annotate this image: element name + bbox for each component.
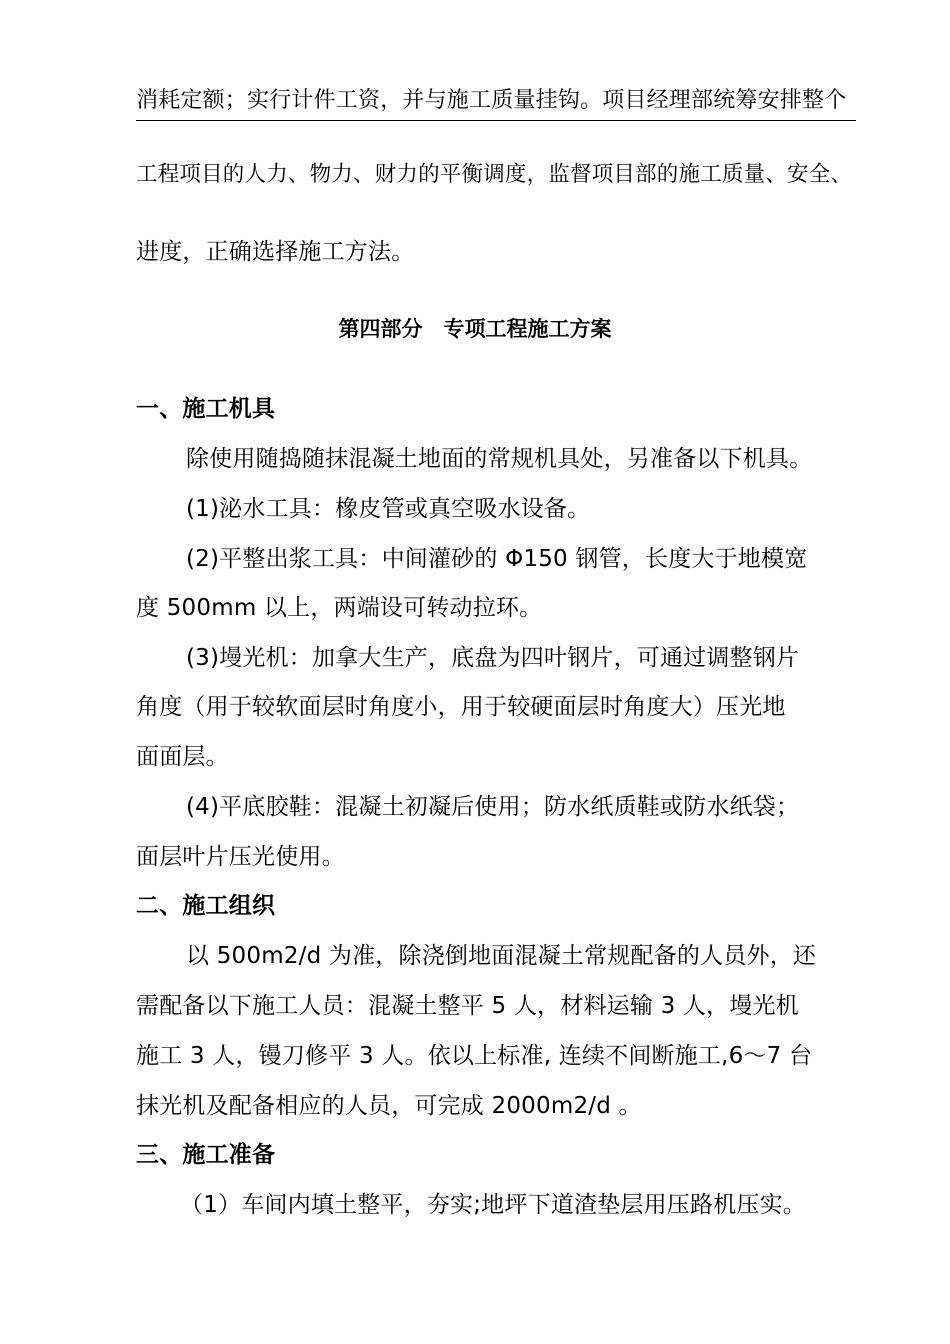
intro-line-1: 消耗定额；实行计件工资，并与施工质量挂钩。项目经理部统筹安排整个: [136, 88, 847, 113]
intro-line-3: 进度，正确选择施工方法。: [136, 239, 415, 265]
section-2-line-2: 需配备以下施工人员：混凝土整平 5 人，材料运输 3 人，墁光机: [136, 993, 799, 1019]
section-3-line-1: （1）车间内填土整平，夯实;地坪下道渣垫层用压路机压实。: [180, 1192, 806, 1218]
section-heading-3: 三、施工准备: [136, 1142, 276, 1168]
section-heading-1: 一、施工机具: [136, 396, 276, 422]
section-1-line-1: 除使用随捣随抹混凝土地面的常规机具处，另准备以下机具。: [186, 446, 813, 472]
section-2-line-1: 以 500m2/d 为准，除浇倒地面混凝土常规配备的人员外，还: [186, 943, 817, 969]
section-1-line-7: 面面层。: [136, 744, 229, 770]
section-1-line-6: 角度（用于较软面层时角度小，用于较硬面层时角度大）压光地: [136, 694, 786, 720]
section-1-line-8: (4)平底胶鞋：混凝土初凝后使用；防水纸质鞋或防水纸袋；: [186, 794, 800, 820]
section-1-line-3: (2)平整出浆工具：中间灌砂的 Φ150 钢管，长度大于地模宽: [186, 546, 808, 572]
section-1-line-9: 面层叶片压光使用。: [136, 844, 345, 870]
section-2-line-3: 施工 3 人，镘刀修平 3 人。依以上标准, 连续不间断施工,6～7 台: [136, 1043, 813, 1069]
part-title: 第四部分 专项工程施工方案: [338, 317, 612, 341]
underline-rule: [136, 120, 856, 121]
section-2-line-4: 抹光机及配备相应的人员，可完成 2000m2/d 。: [136, 1093, 642, 1119]
section-1-line-5: (3)墁光机：加拿大生产，底盘为四叶钢片，可通过调整钢片: [186, 645, 800, 671]
section-1-line-4: 度 500mm 以上，两端设可转动拉环。: [136, 595, 543, 621]
section-1-line-2: (1)泌水工具：橡皮管或真空吸水设备。: [186, 496, 591, 522]
intro-line-2: 工程项目的人力、物力、财力的平衡调度，监督项目部的施工质量、安全、: [136, 162, 853, 187]
section-heading-2: 二、施工组织: [136, 893, 276, 919]
